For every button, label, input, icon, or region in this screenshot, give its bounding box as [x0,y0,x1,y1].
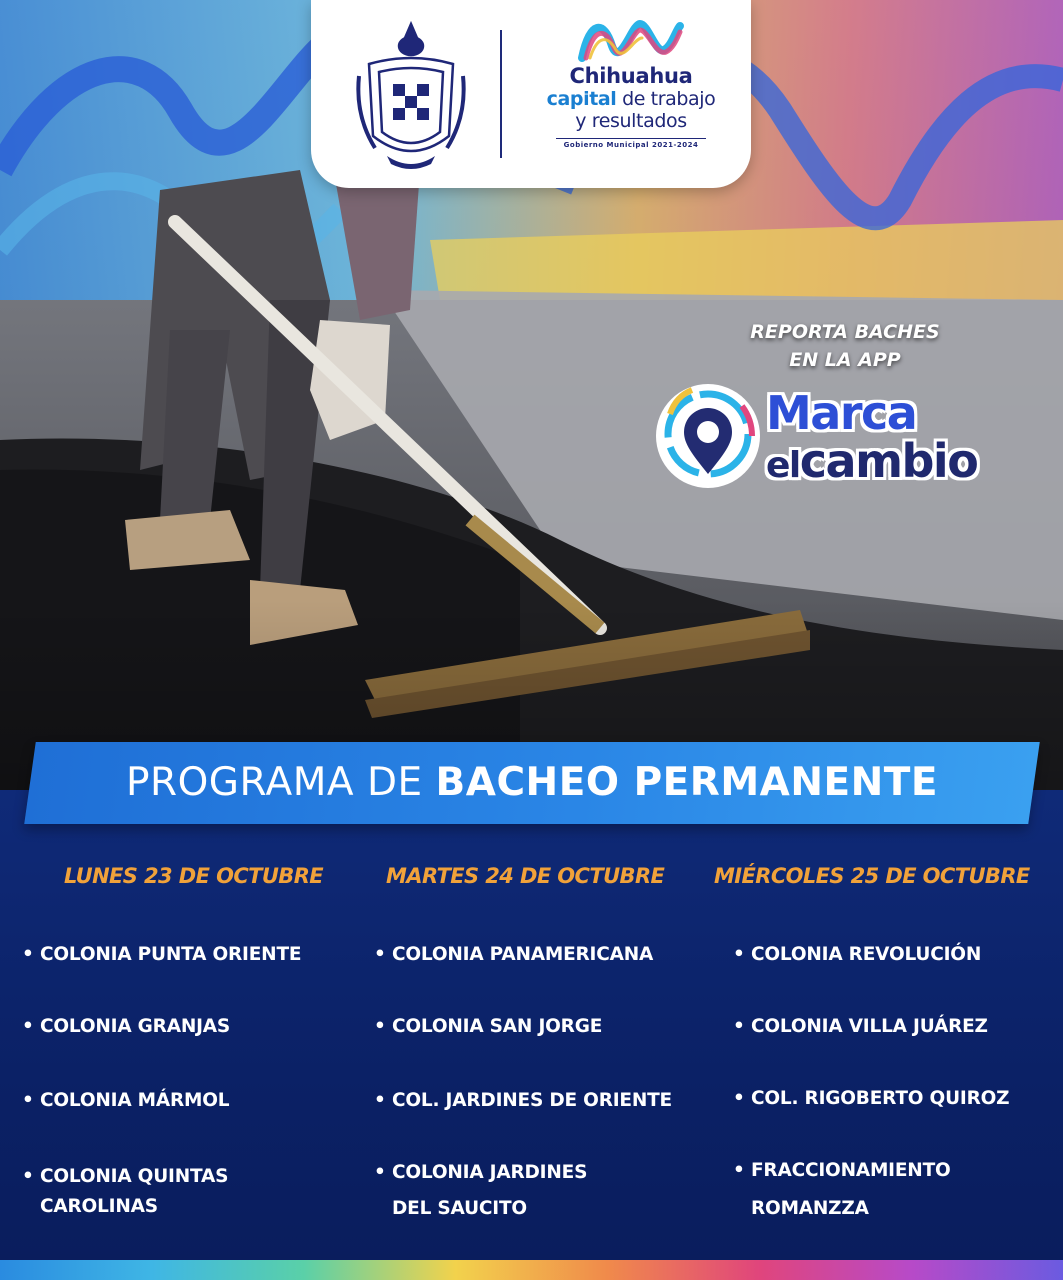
app-name-line-2 [766,434,977,493]
list-item: • COLONIA QUINTAS [40,1162,228,1192]
slogan-capital: capital [546,88,617,110]
list-item: • COLONIA PANAMERICANA [392,940,653,970]
app-name-el: el [766,445,800,486]
app-name-cambio: cambio [799,434,978,488]
schedule-day-tuesday [386,864,664,888]
list-item: • COLONIA PUNTA ORIENTE [40,940,301,970]
list-item: • FRACCIONAMIENTO [751,1156,951,1186]
list-item: • COLONIA REVOLUCIÓN [751,940,981,970]
title-regular: PROGRAMA DE [125,760,423,805]
list-item: • COLONIA SAN JORGE [392,1012,602,1042]
list-item: • COL. JARDINES DE ORIENTE [392,1086,672,1116]
list-item-continuation: CAROLINAS [40,1196,158,1217]
marca-el-cambio-app-logo [652,384,1014,492]
report-prompt [740,318,950,374]
slogan-line [516,88,746,110]
government-logo [516,16,746,176]
list-item: • COLONIA VILLA JUÁREZ [751,1012,988,1042]
schedule-day-wednesday [714,864,1030,888]
city-name: Chihuahua [569,64,693,88]
logo-divider [500,30,502,158]
list-item: • COL. RIGOBERTO QUIROZ [751,1084,1009,1114]
day-heading: MARTES 24 DE OCTUBRE [386,864,665,888]
app-name-line-1: Marca [766,386,917,440]
schedule-day-monday [64,864,323,888]
program-title [30,742,1034,824]
title-bold: BACHEO PERMANENTE [435,760,938,805]
list-item-continuation: ROMANZZA [751,1198,869,1219]
logo-card [311,0,751,188]
list-item-continuation: DEL SAUCITO [392,1198,527,1219]
list-item: • COLONIA JARDINES [392,1158,587,1188]
day-heading: LUNES 23 DE OCTUBRE [64,864,324,888]
city-seal-icon [351,16,471,171]
slogan-line-3: y resultados [575,110,687,132]
report-line-2: EN LA APP [789,349,901,371]
government-footer: Gobierno Municipal 2021-2024 [556,138,707,149]
rainbow-footer-band [0,1260,1063,1280]
wave-logo-icon [576,16,686,64]
slogan-rest: de trabajo [622,88,716,110]
list-item: • COLONIA GRANJAS [40,1012,230,1042]
day-heading: MIÉRCOLES 25 DE OCTUBRE [714,864,1030,888]
list-item: • COLONIA MÁRMOL [40,1086,229,1116]
location-pin-icon [652,384,764,492]
report-line-1: REPORTA BACHES [750,321,940,343]
